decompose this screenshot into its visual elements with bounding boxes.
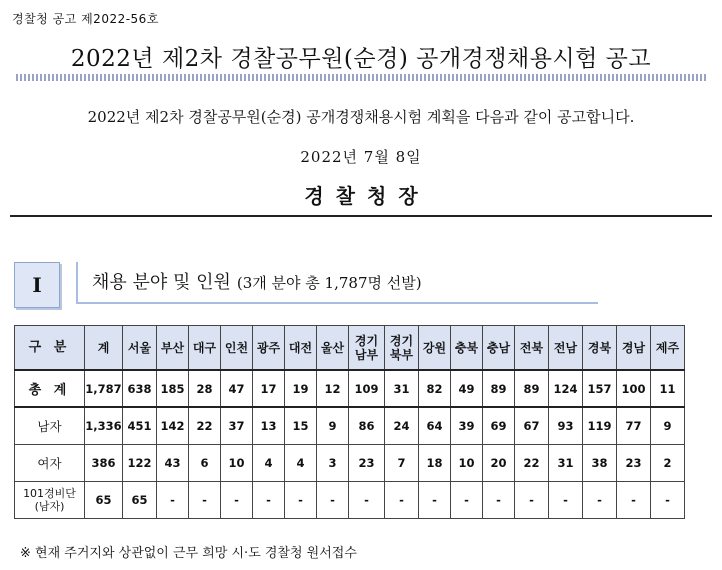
table-cell: 157 [583,370,617,407]
table-cell: - [317,481,349,518]
table-cell: 31 [549,444,583,481]
column-header: 계 [85,326,123,371]
row-label: 101경비단 (남자) [15,481,85,518]
table-cell: 89 [483,370,515,407]
table-cell: - [385,481,419,518]
table-cell: 638 [123,370,157,407]
column-header: 대전 [285,326,317,371]
column-header: 경남 [617,326,651,371]
table-cell: 122 [123,444,157,481]
table-cell: - [583,481,617,518]
table-cell: 65 [85,481,123,518]
table-cell: - [451,481,483,518]
table-cell: 4 [285,444,317,481]
column-header: 경북 [583,326,617,371]
header-corner: 구 분 [15,326,85,371]
table-cell: 43 [157,444,189,481]
row-label: 여자 [15,444,85,481]
table-cell: 386 [85,444,123,481]
table-cell: 18 [419,444,451,481]
table-cell: - [515,481,549,518]
table-cell: 9 [651,407,685,444]
column-header: 전남 [549,326,583,371]
column-header: 광주 [253,326,285,371]
table-cell: 451 [123,407,157,444]
table-cell: - [157,481,189,518]
table-cell: 39 [451,407,483,444]
table-cell: 86 [349,407,385,444]
table-cell: 13 [253,407,285,444]
announcement-title: 2022년 제2차 경찰공무원(순경) 공개경쟁채용시험 공고 [70,46,652,72]
table-cell: 19 [285,370,317,407]
table-cell: 23 [617,444,651,481]
column-header: 대구 [189,326,221,371]
table-row [15,370,685,407]
column-header: 강원 [419,326,451,371]
table-cell: 82 [419,370,451,407]
column-header: 인천 [221,326,253,371]
section-title: 채용 분야 및 인원 [92,272,231,293]
table-cell: 93 [549,407,583,444]
table-cell: - [651,481,685,518]
table-cell: 109 [349,370,385,407]
section-number-box: I [14,262,60,308]
section-title-frame [76,262,598,304]
table-cell: 124 [549,370,583,407]
table-cell: - [483,481,515,518]
table-header-row [15,326,685,371]
table-cell: - [349,481,385,518]
recruitment-table [14,325,685,519]
table-cell: - [617,481,651,518]
column-header: 전북 [515,326,549,371]
table-cell: 24 [385,407,419,444]
column-header: 제주 [651,326,685,371]
table-cell: 22 [515,444,549,481]
table-cell: 37 [221,407,253,444]
announcement-date: 2022년 7월 8일 [300,148,422,166]
column-header: 울산 [317,326,349,371]
table-cell: 22 [189,407,221,444]
table-cell: - [285,481,317,518]
column-header: 충남 [483,326,515,371]
table-cell: 10 [221,444,253,481]
column-header: 서울 [123,326,157,371]
table-cell: 49 [451,370,483,407]
section-subtitle: (3개 분야 총 1,787명 선발) [236,274,422,292]
table-cell: - [253,481,285,518]
table-cell: 2 [651,444,685,481]
table-cell: 4 [253,444,285,481]
table-cell: 77 [617,407,651,444]
table-cell: 12 [317,370,349,407]
notice-number: 경찰청 공고 제2022-56호 [12,12,159,26]
table-cell: 23 [349,444,385,481]
table-row [15,481,685,518]
table-cell: 28 [189,370,221,407]
table-cell: 3 [317,444,349,481]
table-cell: - [189,481,221,518]
table-cell: 20 [483,444,515,481]
table-cell: 15 [285,407,317,444]
section-heading [92,268,422,294]
table-cell: 1,336 [85,407,123,444]
lead-sentence: 2022년 제2차 경찰공무원(순경) 공개경쟁채용시험 계획을 다음과 같이 공고합니다. [87,108,635,126]
row-label: 남자 [15,407,85,444]
table-cell: 6 [189,444,221,481]
table-cell: 142 [157,407,189,444]
table-cell: 64 [419,407,451,444]
table-cell: 10 [451,444,483,481]
table-cell: 47 [221,370,253,407]
table-cell: 31 [385,370,419,407]
table-cell: 38 [583,444,617,481]
table-cell: 65 [123,481,157,518]
header-separator [10,215,712,217]
table-cell: - [419,481,451,518]
table-cell: 11 [651,370,685,407]
table-cell: 9 [317,407,349,444]
table-row [15,444,685,481]
table-cell: 17 [253,370,285,407]
table-cell: 185 [157,370,189,407]
footnote: ※ 현재 주거지와 상관없이 근무 희망 시·도 경찰청 원서접수 [20,546,357,561]
table-cell: 67 [515,407,549,444]
row-label: 총 계 [15,370,85,407]
column-header: 경기 북부 [385,326,419,371]
title-underline [16,74,706,81]
table-cell: 69 [483,407,515,444]
table-cell: 7 [385,444,419,481]
issuer-name: 경찰청장 [304,184,430,208]
table-cell: 1,787 [85,370,123,407]
column-header: 충북 [451,326,483,371]
table-cell: 89 [515,370,549,407]
column-header: 경기 남부 [349,326,385,371]
table-cell: 119 [583,407,617,444]
table-cell: - [221,481,253,518]
table-cell: 100 [617,370,651,407]
table-row [15,407,685,444]
column-header: 부산 [157,326,189,371]
table-cell: - [549,481,583,518]
